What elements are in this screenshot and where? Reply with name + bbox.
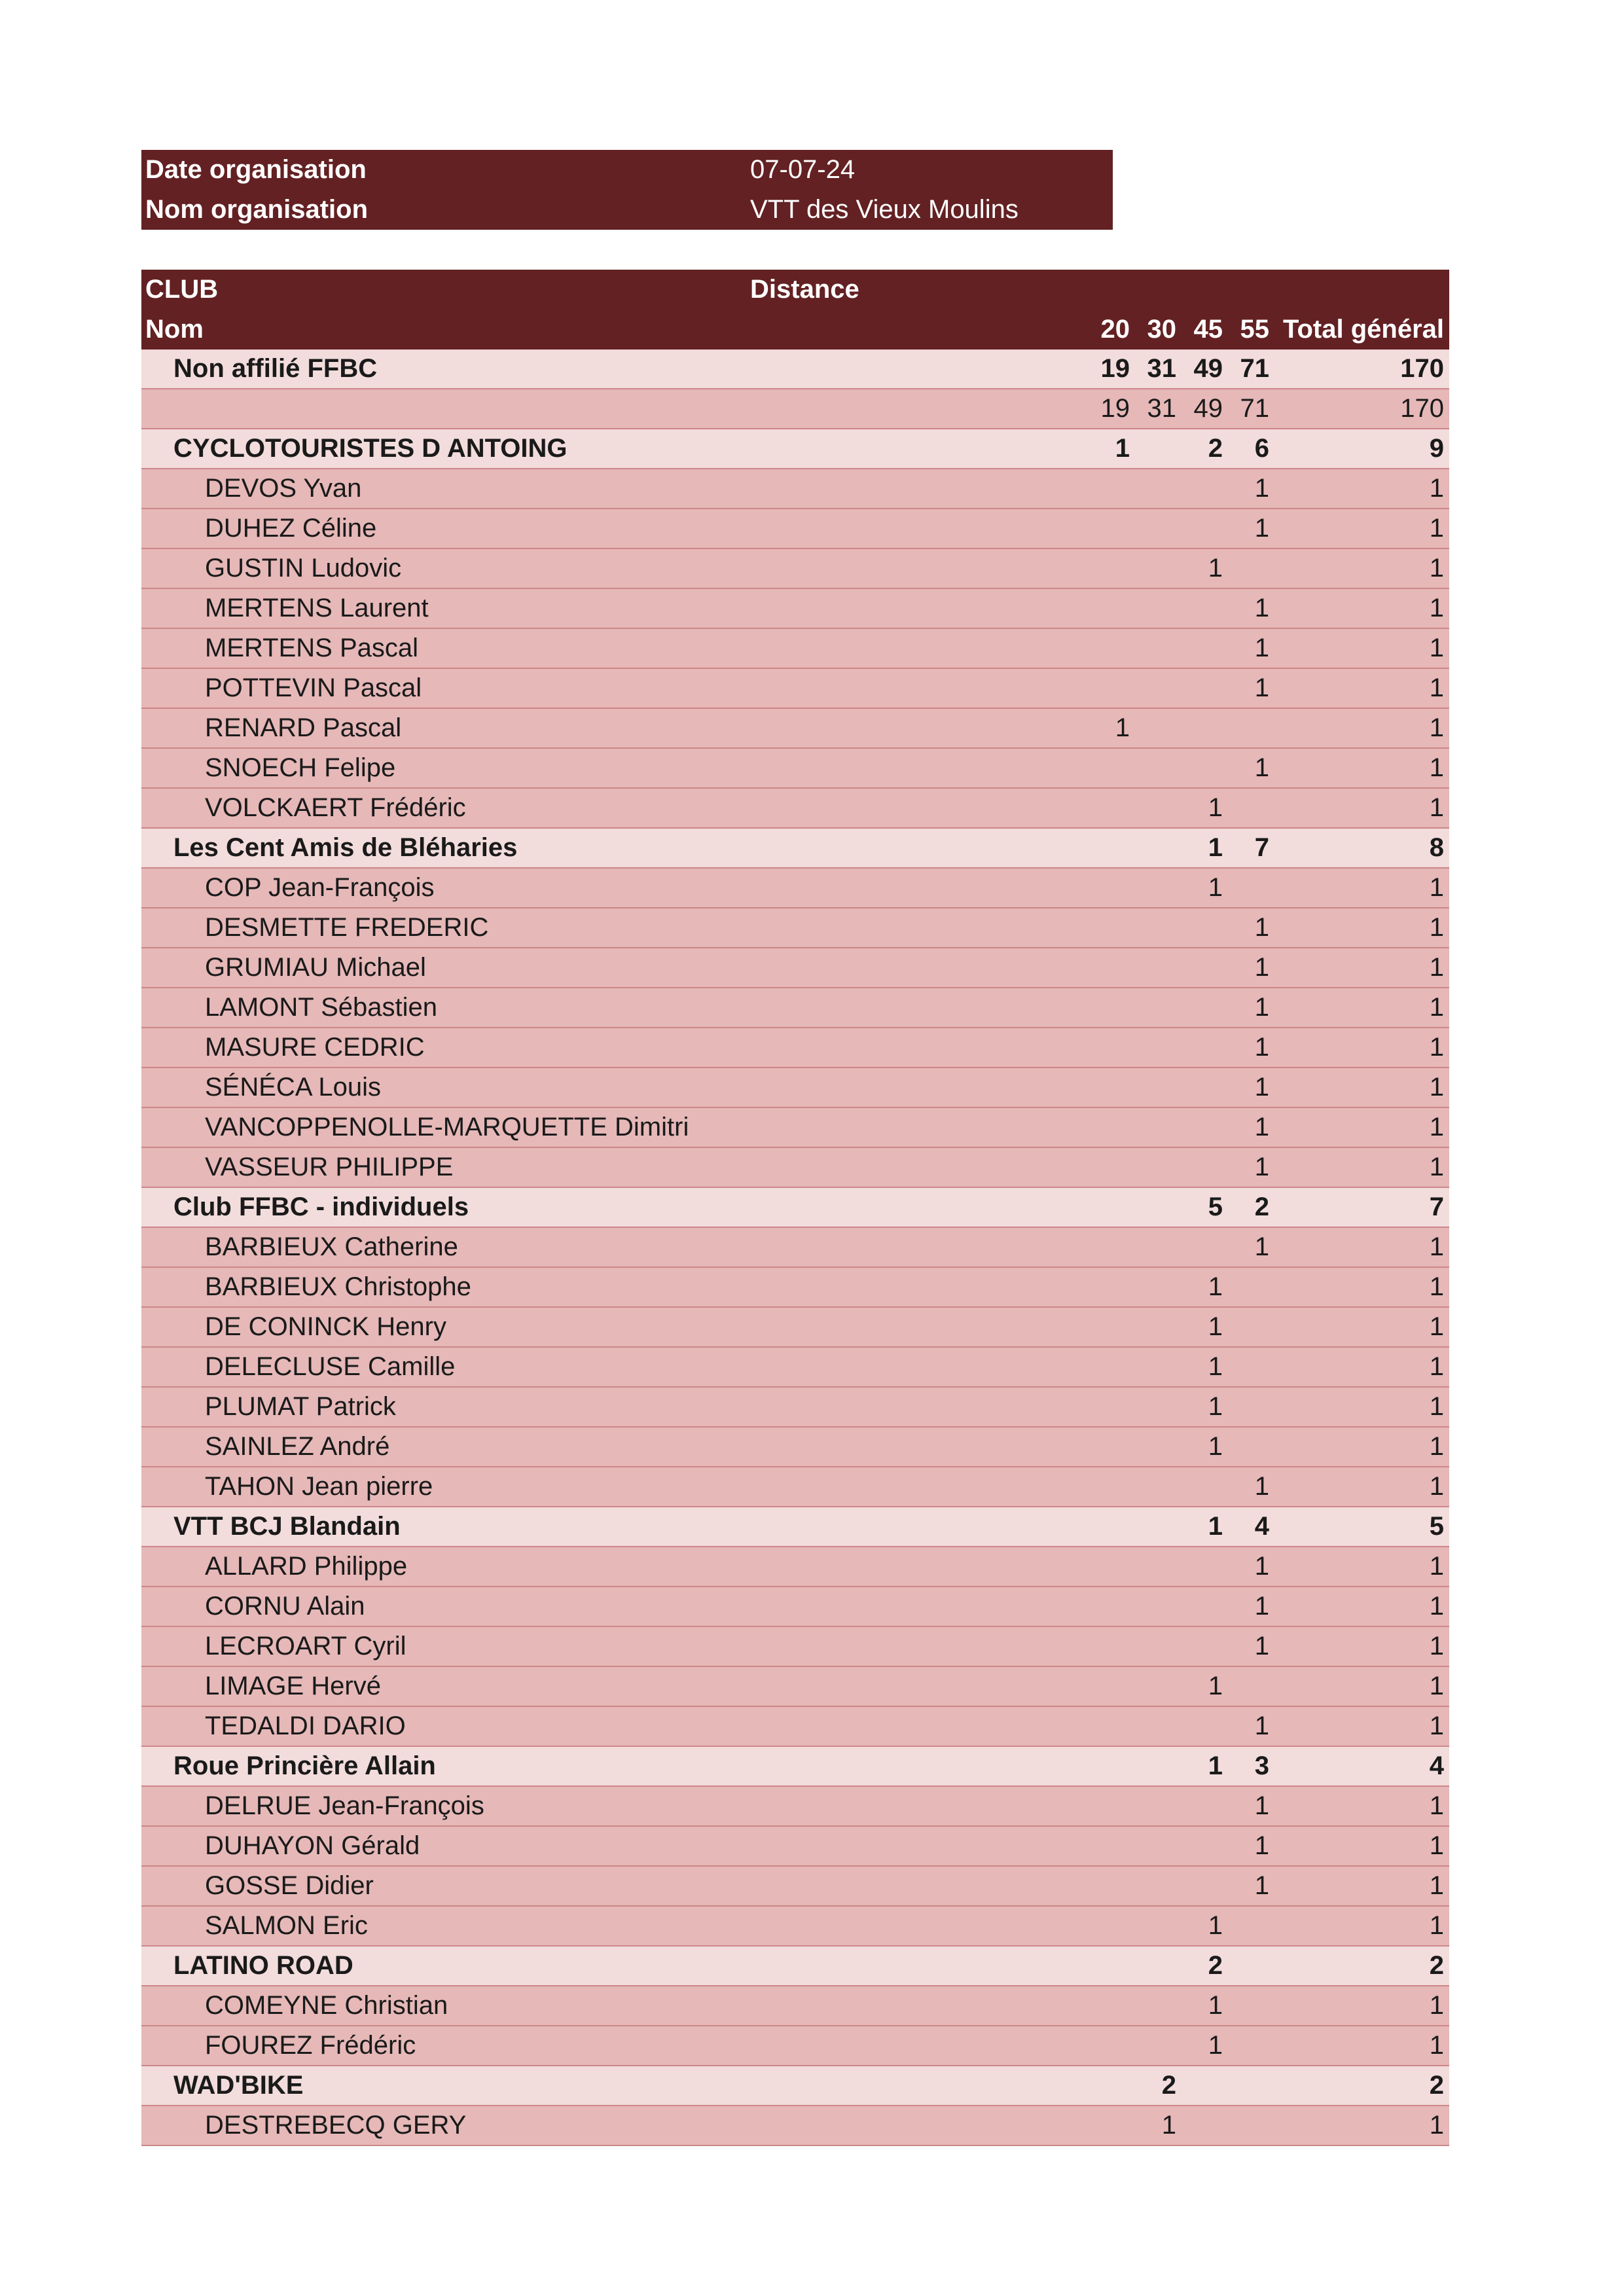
member-row (141, 749, 1449, 789)
member-name: BARBIEUX Catherine (205, 1232, 458, 1261)
row-total: 1 (1429, 1911, 1444, 1940)
member-row (141, 948, 1449, 988)
count-55: 1 (1254, 673, 1269, 702)
row-total: 1 (1429, 2111, 1444, 2140)
member-name: SÉNÉCA Louis (205, 1073, 382, 1102)
member-row (141, 1028, 1449, 1068)
row-total: 1 (1429, 1033, 1444, 1062)
member-row (141, 1068, 1449, 1108)
club-row (141, 350, 1449, 389)
member-row (141, 1787, 1449, 1827)
count-55: 1 (1254, 1831, 1269, 1860)
count-45: 1 (1208, 1672, 1223, 1700)
row-total: 1 (1429, 953, 1444, 982)
count-55: 71 (1240, 394, 1269, 423)
member-row (141, 1388, 1449, 1427)
count-55: 2 (1254, 1193, 1269, 1221)
member-name: SALMON Eric (205, 1911, 368, 1940)
count-20: 19 (1100, 394, 1130, 423)
club-row (141, 1747, 1449, 1787)
member-name: VANCOPPENOLLE-MARQUETTE Dimitri (205, 1113, 689, 1141)
row-total: 1 (1429, 1432, 1444, 1461)
row-total: 1 (1429, 554, 1444, 583)
member-row (141, 1547, 1449, 1587)
club-name: Club FFBC - individuels (173, 1193, 469, 1221)
member-name: SNOECH Felipe (205, 753, 396, 782)
club-row (141, 1188, 1449, 1228)
table-header-row-2 (141, 310, 1449, 350)
row-total: 1 (1429, 1352, 1444, 1381)
member-row (141, 589, 1449, 629)
count-55: 1 (1254, 1871, 1269, 1900)
count-45: 1 (1208, 1392, 1223, 1421)
row-total: 8 (1429, 833, 1444, 862)
count-55: 1 (1254, 913, 1269, 942)
row-total: 1 (1429, 753, 1444, 782)
member-name: LIMAGE Hervé (205, 1672, 381, 1700)
count-55: 1 (1254, 1472, 1269, 1501)
club-name: LATINO ROAD (173, 1951, 353, 1980)
count-55: 1 (1254, 993, 1269, 1022)
member-name: GOSSE Didier (205, 1871, 374, 1900)
member-name: DELRUE Jean-François (205, 1791, 484, 1820)
club-name: Non affilié FFBC (173, 354, 378, 383)
distance-45-header: 45 (1193, 315, 1223, 344)
row-total: 1 (1429, 1272, 1444, 1301)
date-value: 07-07-24 (750, 155, 856, 184)
member-name: FOUREZ Frédéric (205, 2031, 416, 2060)
count-45: 1 (1208, 1312, 1223, 1341)
member-row (141, 1587, 1449, 1627)
member-name: COMEYNE Christian (205, 1991, 448, 2020)
member-row (141, 469, 1449, 509)
member-row (141, 389, 1449, 429)
count-55: 1 (1254, 1632, 1269, 1660)
member-name: POTTEVIN Pascal (205, 673, 422, 702)
count-45: 1 (1208, 2031, 1223, 2060)
row-total: 1 (1429, 1312, 1444, 1341)
count-30: 31 (1147, 394, 1176, 423)
row-total: 1 (1429, 1113, 1444, 1141)
row-total: 4 (1429, 1751, 1444, 1780)
member-row (141, 1627, 1449, 1667)
club-row (141, 2066, 1449, 2106)
member-name: COP Jean-François (205, 873, 435, 902)
name-column-label: Nom (145, 315, 204, 344)
member-name: DELECLUSE Camille (205, 1352, 456, 1381)
count-55: 1 (1254, 1033, 1269, 1062)
row-total: 1 (1429, 1232, 1444, 1261)
member-row (141, 869, 1449, 908)
member-row (141, 1108, 1449, 1148)
member-name: DUHEZ Céline (205, 514, 377, 543)
club-name: VTT BCJ Blandain (173, 1512, 401, 1541)
member-name: GRUMIAU Michael (205, 953, 426, 982)
distance-55-header: 55 (1240, 315, 1269, 344)
count-20: 1 (1115, 713, 1130, 742)
member-row (141, 669, 1449, 709)
member-row (141, 789, 1449, 829)
member-row (141, 2026, 1449, 2066)
row-total: 1 (1429, 913, 1444, 942)
member-row (141, 1427, 1449, 1467)
count-45: 49 (1193, 354, 1223, 383)
count-45: 1 (1208, 873, 1223, 902)
member-row (141, 1707, 1449, 1747)
participants-table (141, 270, 1449, 2146)
distance-30-header: 30 (1147, 315, 1176, 344)
member-row (141, 549, 1449, 589)
club-row (141, 1507, 1449, 1547)
member-row (141, 1348, 1449, 1388)
count-55: 1 (1254, 1232, 1269, 1261)
member-row (141, 988, 1449, 1028)
row-total: 1 (1429, 873, 1444, 902)
count-55: 1 (1254, 953, 1269, 982)
distance-column-label: Distance (750, 275, 859, 304)
row-total: 1 (1429, 634, 1444, 662)
count-55: 1 (1254, 1712, 1269, 1740)
count-45: 1 (1208, 793, 1223, 822)
date-label: Date organisation (145, 155, 367, 184)
member-name: TEDALDI DARIO (205, 1712, 406, 1740)
organisation-name-value: VTT des Vieux Moulins (750, 195, 1019, 224)
count-45: 1 (1208, 1352, 1223, 1381)
count-55: 1 (1254, 474, 1269, 503)
member-name: LECROART Cyril (205, 1632, 406, 1660)
count-45: 1 (1208, 1272, 1223, 1301)
table-body (141, 350, 1449, 2146)
member-name: MERTENS Pascal (205, 634, 419, 662)
member-row (141, 1228, 1449, 1268)
row-total: 2 (1429, 2071, 1444, 2100)
member-name: ALLARD Philippe (205, 1552, 408, 1581)
member-name: MERTENS Laurent (205, 594, 429, 622)
member-row (141, 1867, 1449, 1907)
row-total: 2 (1429, 1951, 1444, 1980)
member-name: DE CONINCK Henry (205, 1312, 446, 1341)
row-total: 1 (1429, 1472, 1444, 1501)
row-total: 1 (1429, 1791, 1444, 1820)
row-total: 9 (1429, 434, 1444, 463)
count-45: 1 (1208, 554, 1223, 583)
row-total: 1 (1429, 594, 1444, 622)
count-55: 4 (1254, 1512, 1269, 1541)
row-total: 1 (1429, 1672, 1444, 1700)
club-row (141, 829, 1449, 869)
member-row (141, 1667, 1449, 1707)
count-55: 1 (1254, 753, 1269, 782)
club-row (141, 429, 1449, 469)
row-total: 1 (1429, 1712, 1444, 1740)
member-row (141, 908, 1449, 948)
count-55: 7 (1254, 833, 1269, 862)
count-20: 1 (1115, 434, 1130, 463)
row-total: 7 (1429, 1193, 1444, 1221)
member-row (141, 709, 1449, 749)
count-45: 1 (1208, 1911, 1223, 1940)
row-total: 1 (1429, 1632, 1444, 1660)
count-55: 6 (1254, 434, 1269, 463)
member-row (141, 1268, 1449, 1308)
row-total: 1 (1429, 793, 1444, 822)
row-total: 1 (1429, 1392, 1444, 1421)
club-column-label: CLUB (145, 275, 219, 304)
row-total: 1 (1429, 1991, 1444, 2020)
row-total: 5 (1429, 1512, 1444, 1541)
count-45: 1 (1208, 1751, 1223, 1780)
member-name: RENARD Pascal (205, 713, 402, 742)
member-name: PLUMAT Patrick (205, 1392, 396, 1421)
member-name: BARBIEUX Christophe (205, 1272, 471, 1301)
club-name: Roue Princière Allain (173, 1751, 436, 1780)
count-45: 1 (1208, 833, 1223, 862)
member-row (141, 1986, 1449, 2026)
count-45: 1 (1208, 1432, 1223, 1461)
organisation-header (141, 150, 1113, 230)
count-45: 1 (1208, 1991, 1223, 2020)
count-30: 2 (1161, 2071, 1176, 2100)
row-total: 1 (1429, 1552, 1444, 1581)
count-55: 1 (1254, 634, 1269, 662)
club-row (141, 1946, 1449, 1986)
member-name: MASURE CEDRIC (205, 1033, 425, 1062)
member-name: SAINLEZ André (205, 1432, 390, 1461)
count-55: 1 (1254, 1073, 1269, 1102)
count-55: 1 (1254, 1592, 1269, 1621)
club-name: WAD'BIKE (173, 2071, 304, 2100)
member-row (141, 1467, 1449, 1507)
row-total: 1 (1429, 993, 1444, 1022)
member-row (141, 1827, 1449, 1867)
row-total: 1 (1429, 514, 1444, 543)
club-name: Les Cent Amis de Bléharies (173, 833, 518, 862)
count-45: 2 (1208, 434, 1223, 463)
member-row (141, 2106, 1449, 2146)
member-name: DEVOS Yvan (205, 474, 362, 503)
count-45: 49 (1193, 394, 1223, 423)
member-row (141, 1148, 1449, 1188)
count-55: 71 (1240, 354, 1269, 383)
count-30: 1 (1161, 2111, 1176, 2140)
row-total: 1 (1429, 1871, 1444, 1900)
date-row (141, 150, 1113, 190)
count-55: 1 (1254, 1791, 1269, 1820)
row-total: 1 (1429, 673, 1444, 702)
count-55: 1 (1254, 1552, 1269, 1581)
organisation-name-row (141, 190, 1113, 230)
row-total: 170 (1400, 354, 1444, 383)
member-row (141, 1308, 1449, 1348)
distance-20-header: 20 (1100, 315, 1130, 344)
row-total: 1 (1429, 1073, 1444, 1102)
count-55: 1 (1254, 514, 1269, 543)
member-name: DESMETTE FREDERIC (205, 913, 489, 942)
member-name: CORNU Alain (205, 1592, 365, 1621)
row-total: 1 (1429, 1831, 1444, 1860)
count-30: 31 (1147, 354, 1176, 383)
member-name: GUSTIN Ludovic (205, 554, 402, 583)
row-total: 1 (1429, 1153, 1444, 1181)
member-row (141, 1907, 1449, 1946)
member-name: VASSEUR PHILIPPE (205, 1153, 454, 1181)
row-total: 1 (1429, 713, 1444, 742)
count-55: 3 (1254, 1751, 1269, 1780)
row-total: 1 (1429, 1592, 1444, 1621)
member-name: LAMONT Sébastien (205, 993, 437, 1022)
count-45: 1 (1208, 1512, 1223, 1541)
organisation-name-label: Nom organisation (145, 195, 369, 224)
row-total: 1 (1429, 474, 1444, 503)
member-name: DUHAYON Gérald (205, 1831, 420, 1860)
club-name: CYCLOTOURISTES D ANTOING (173, 434, 568, 463)
row-total: 1 (1429, 2031, 1444, 2060)
row-total: 170 (1400, 394, 1444, 423)
member-name: DESTREBECQ GERY (205, 2111, 467, 2140)
count-55: 1 (1254, 1113, 1269, 1141)
count-45: 5 (1208, 1193, 1223, 1221)
count-55: 1 (1254, 1153, 1269, 1181)
total-header: Total général (1283, 315, 1444, 344)
member-name: TAHON Jean pierre (205, 1472, 433, 1501)
member-row (141, 629, 1449, 669)
count-20: 19 (1100, 354, 1130, 383)
count-55: 1 (1254, 594, 1269, 622)
member-name: VOLCKAERT Frédéric (205, 793, 466, 822)
member-row (141, 509, 1449, 549)
table-header-row-1 (141, 270, 1449, 310)
count-45: 2 (1208, 1951, 1223, 1980)
